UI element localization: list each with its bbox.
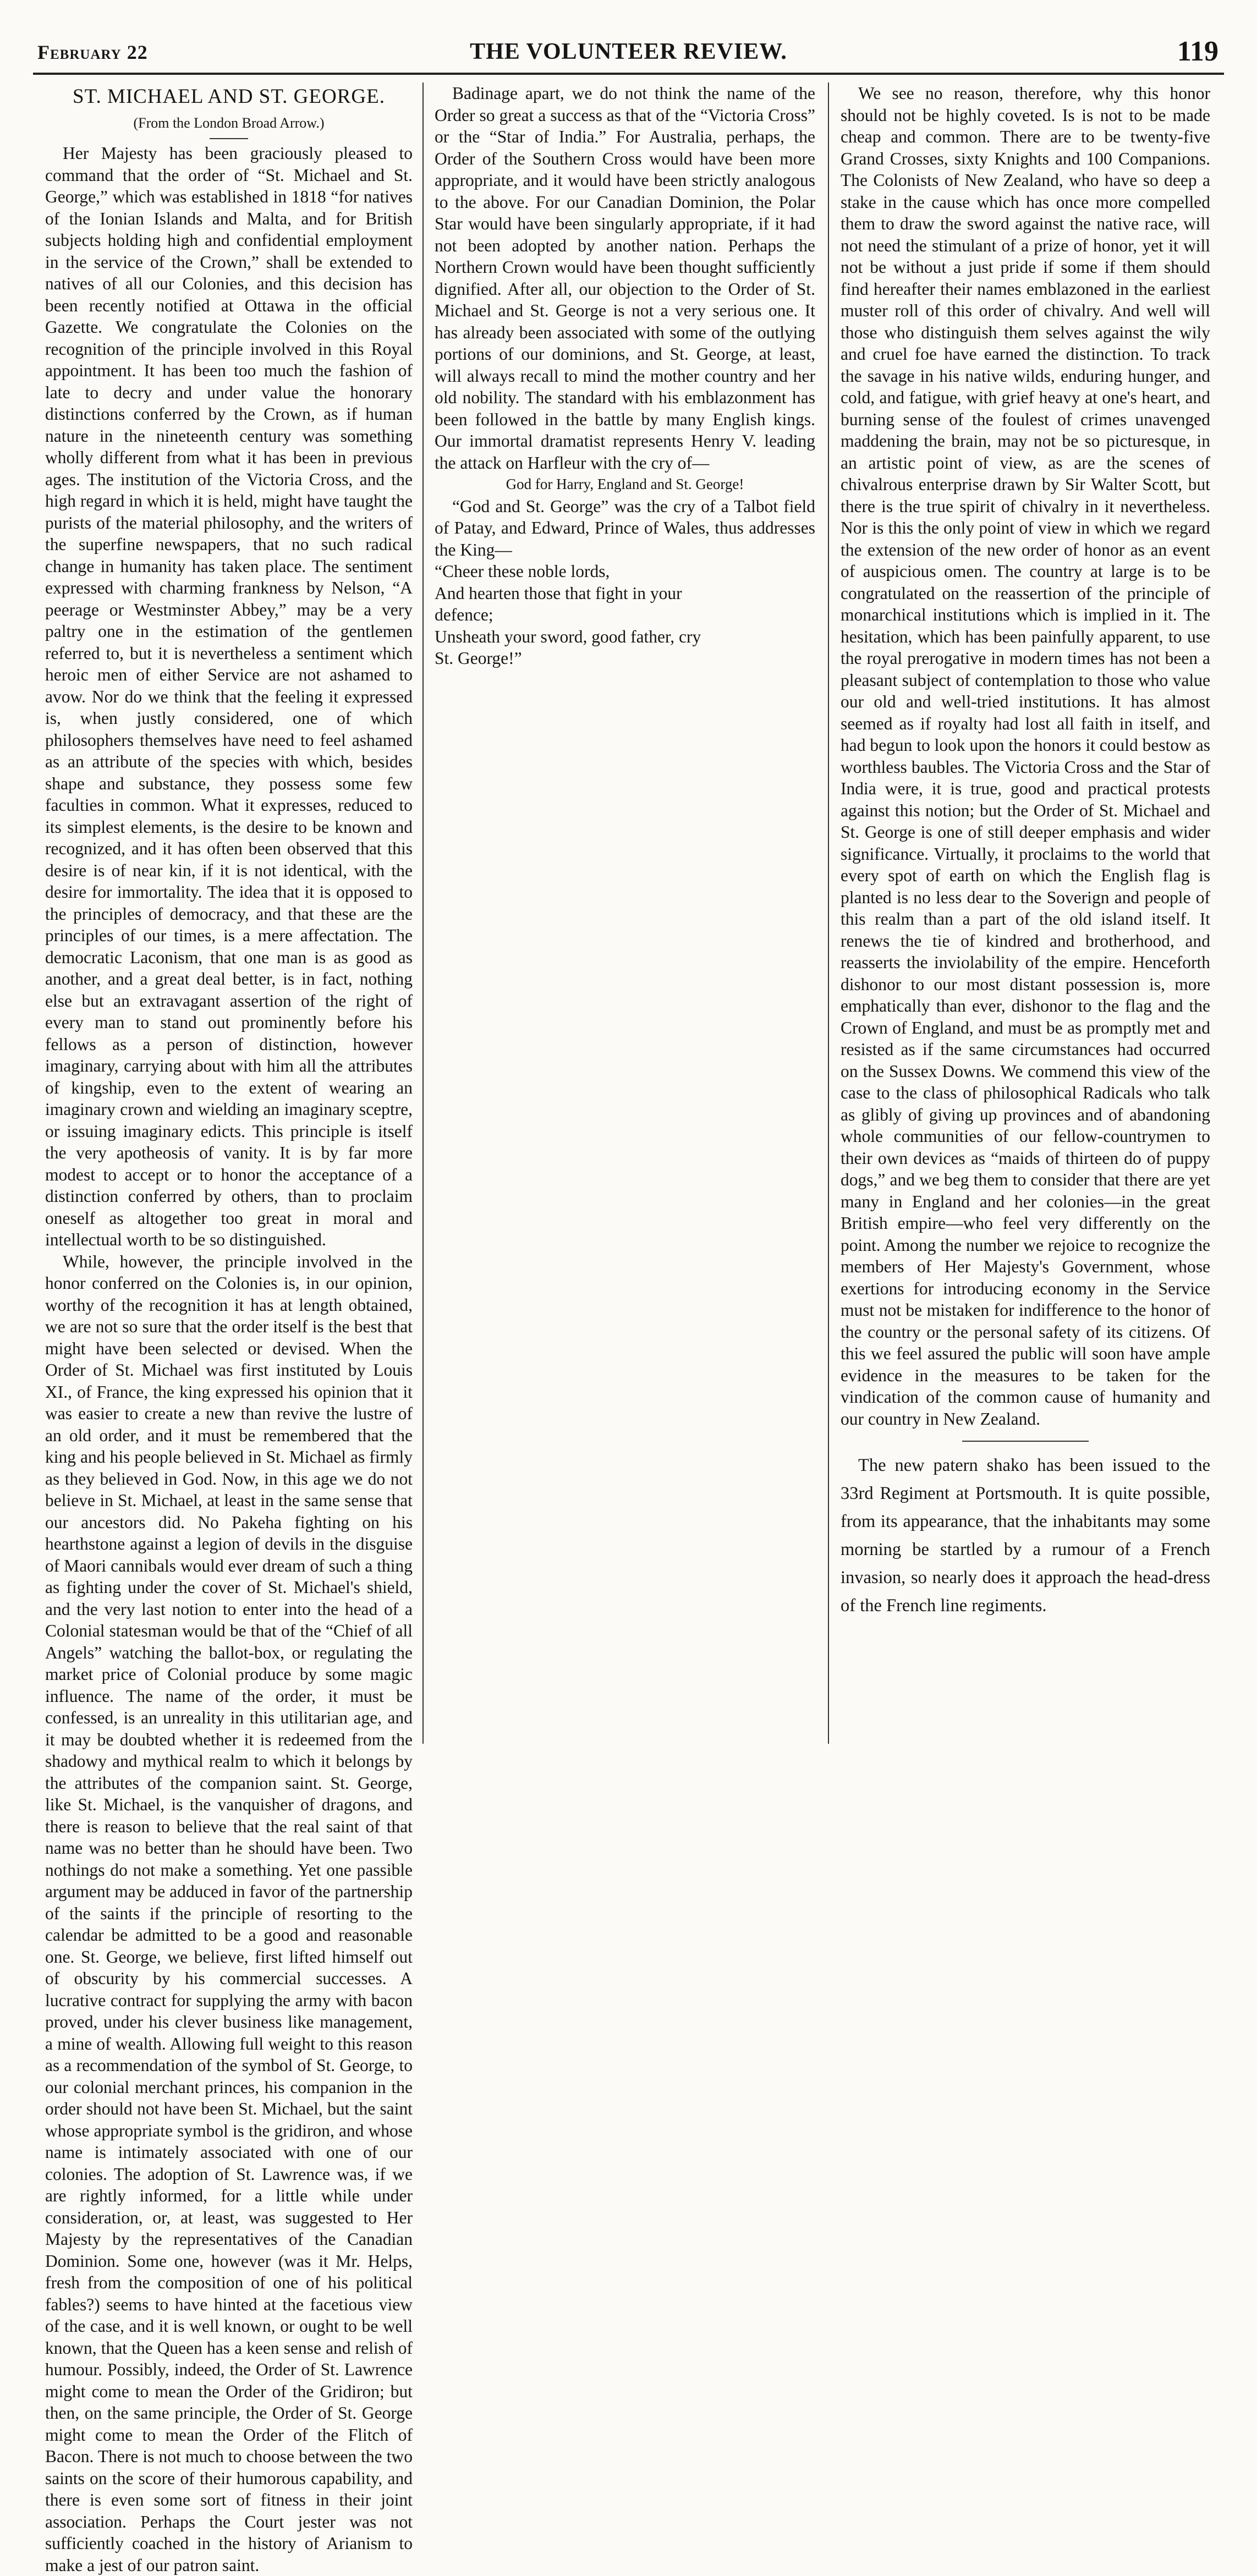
header-rule [33,73,1224,75]
article-paragraph: “God and St. George” was the cry of a Talbot field of Patay, and Edward, Prince of Wales, thus addresses the King— [435,496,815,561]
page-number: 119 [1177,35,1218,68]
article-paragraph: We see no reason, therefore, why this honor should not be highly coveted. Is is not to be made cheap and common. There are to be twenty-five Grand Crosses, sixty Knights and 100 Companions. The Colonists of New Zealand, who have so deep a stake in the cause which has once more compelled them to draw the sword against the native race, will not need the stimulant of a prize of honor, yet it will not be without a just pride if some if them should find hereafter their names emblazoned in the earliest muster roll of this order of chivalry. And well will those who distinguish them selves against the wily and cruel foe have earned the distinction. To track the savage in his native wilds, enduring hunger, and cold, and fatigue, with grief heavy at one's heart, and burning sense of the foulest of crimes unavenged maddening the brain, may not be so picturesque, in an artistic point of view, as are the scenes of chivalrous enterprise drawn by Sir Walter Scott, but there is the true spirit of chivalry in it nevertheless. Nor is this the only point of view in which we regard the extension of the new order of honor as an event of auspicious omen. The country at large is to be congratulated on the reassertion of the principle of monarchical institutions which is implied in it. The hesitation, which has been painfully apparent, to use the royal prerogative in modern times has not been a pleasant subject of contemplation to those who value our old and well-tried institutions. It has almost seemed as if royalty had lost all faith in itself, and had begun to look upon the honors it could bestow as worthless baubles. The Victoria Cross and the Star of India were, it is true, good and practical protests against this notion; but the Order of St. Michael and St. George is one of still deeper emphasis and wider significance. Virtually, it proclaims to the world that every spot of earth on which the English flag is planted is no less dear to the Soverign and people of this realm than a part of the old island itself. It renews the tie of kindred and brotherhood, and reasserts the inviolability of the empire. Henceforth dishonor to our most distant possession is, more emphatically than ever, dishonor to the flag and the Crown of England, and must be as promptly met and resisted as if the same circumstances had occurred on the Sussex Downs. We commend this view of the case to the class of philosophical Radicals who talk as glibly of giving up provinces and of abandoning whole communities of our fellow-countrymen to their own devices as “maids of thirteen do of puppy dogs,” and we beg them to consider that there are yet many in England and her colonies—in the great British empire—who feel very differently on the point. Among the number we rejoice to recognize the members of Her Majesty's Government, whose exertions for introducing economy in the Service must not be mistaken for indifference to the honor of the country or the personal safety of its citizens. Of this we feel assured the public will soon have ample evidence in the measures to be taken for the vindication of the common cause of humanity and our country in New Zealand. [841,83,1210,1430]
column-2 [435,83,815,1766]
section-rule [962,1441,1089,1442]
column-divider [828,83,829,1744]
article-title: ST. MICHAEL AND ST. GEORGE. [45,86,413,108]
article-paragraph: While, however, the principle involved in the honor conferred on the Colonies is, in our opinion, worthy of the recognition it has at length obtained, we are not so sure that the order itself is the best that might have been selected or devised. When the Order of St. Michael was first instituted by Louis XI., of France, the king expressed his opinion that it was easier to create a new than revive the lustre of an old order, and it must be remembered that the king and his people believed in St. Michael as firmly as they believed in God. Now, in this age we do not believe in St. Michael, at least in the same sense that our ancestors did. No Pakeha fighting on his hearthstone against a legion of devils in the disguise of Maori cannibals would ever dream of such a thing as fighting under the cover of St. Michael's shield, and the very last notion to enter into the head of a Colonial statesman would be that of the “Chief of all Angels” watching the ballot-box, or regulating the market price of Colonial produce by some magic influence. The name of the order, it must be confessed, is an unreality in this utilitarian age, and it may be doubted whether it is redeemed from the shadowy and mythical realm to which it belongs by the attributes of the companion saint. St. George, like St. Michael, is the vanquisher of dragons, and there is reason to believe that the real saint of that name was no better than he should have been. Two nothings do not make a something. Yet one passible argument may be adduced in favor of the partnership of the saints if the principle of resorting to the calendar be admitted to be a good and reasonable one. St. George, we believe, first lifted himself out of obscurity by his commercial successes. A lucrative contract for supplying the army with bacon proved, under his clever business like management, a mine of wealth. Allowing full weight to this reason as a recommendation of the symbol of St. George, to our colonial merchant princes, his companion in the order should not have been St. Michael, but the saint whose appropriate symbol is the gridiron, and whose name is intimately associated with one of our colonies. The adoption of St. Lawrence was, if we are rightly informed, for a little while under consideration, or, at least, was suggested to Her Majesty by the representatives of the Canadian Dominion. Some one, however (was it Mr. Helps, fresh from the composition of one of his political fables?) seems to have hinted at the facetious view of the case, and it is well known, or ought to be well known, that the Queen has a keen sense and relish of humour. Possibly, indeed, the Order of St. Lawrence might come to mean the Order of the Gridiron; but then, on the same principle, the Order of St. George might come to mean the Order of the Flitch of Bacon. There is not much to choose between the two saints on the score of their humorous capability, and there is even some sort of fitness in their joint association. Perhaps the Court jester was not sufficiently coached in the history of Arianism to make a jest of our patron saint. [45,1251,413,2576]
header-title: THE VOLUNTEER REVIEW. [33,39,1224,65]
column-3 [841,83,1210,1766]
verse-line: Unsheath your sword, good father, cry [435,626,815,648]
article-paragraph: Her Majesty has been graciously pleased to command that the order of “St. Michael and St. George,” which was established in 1818 “for natives of the Ionian Islands and Malta, and for British subjects holding high and confidential employment in the service of the Crown,” shall be extended to natives of all our Colonies, and this decision has been recently notified at Ottawa in the official Gazette. We congratulate the Colonies on the recognition of the principle involved in this Royal appointment. It has been too much the fashion of late to decry and under value the honorary distinctions conferred by the Crown, as if human nature in the nineteenth century was something wholly different from what it has been in previous ages. The institution of the Victoria Cross, and the high regard in which it is held, might have taught the purists of the material philosophy, and the writers of the superfine newspapers, that no such radical change in humanity has taken place. The sentiment expressed with charming frankness by Nelson, “A peerage or Westminster Abbey,” may be a very paltry one in the estimation of the gentlemen referred to, but it is nevertheless a sentiment which heroic men of either Service are not ashamed to avow. Nor do we think that the feeling it expressed is, when justly considered, one of which philosophers themselves have need to feel ashamed as an attribute of the species with which, besides shape and substance, they possess some few faculties in common. What it expresses, reduced to its simplest elements, is the desire to be known and recognized, and it has often been observed that this desire is of near kin, if it is not identical, with the desire for immortality. The idea that it is opposed to the principles of democracy, and that these are the principles of our times, is a mere affectation. The democratic Laconism, that one man is as good as another, and a great deal better, is in fact, nothing else but an extravagant assertion of the right of every man to stand out prominently before his fellows as a person of distinction, however imaginary, carrying about with him all the attributes of kingship, even to the extent of wearing an imaginary crown and wielding an imaginary sceptre, or issuing imaginary edicts. This principle is itself the very apotheosis of vanity. It is by far more modest to accept or to honor the acceptance of a distinction conferred by others, than to proclaim oneself as altogether too great in moral and intellectual worth to be so distinguished. [45,142,413,1251]
verse-line: “Cheer these noble lords, [435,561,815,583]
verse-line: St. George!” [435,647,815,669]
verse-line: defence; [435,604,815,626]
header-date: February 22 [37,41,148,64]
quoted-cry: God for Harry, England and St. George! [435,474,815,496]
note-paragraph: The new patern shako has been issued to the 33rd Regiment at Portsmouth. It is quite possible, from its appearance, that the inhabitants may some morning be startled by a rumour of a French invasion, so nearly does it approach the head-dress of the French line regiments. [841,1452,1210,1620]
column-divider [422,83,424,1744]
verse-line: And hearten those that fight in your [435,583,815,605]
title-rule [210,138,248,139]
column-1 [45,83,413,1766]
article-source: (From the London Broad Arrow.) [45,112,413,134]
running-header [33,29,1224,70]
news-note [841,1452,1210,1620]
article-paragraph: Badinage apart, we do not think the name of the Order so great a success as that of the “Victoria Cross” or the “Star of India.” For Australia, perhaps, the Order of the Southern Cross would have been more appropriate, and it would have been strictly analogous to the above. For our Canadian Dominion, the Polar Star would have been singularly appropriate, if it had not been adopted by another nation. Perhaps the Northern Crown would have been thought sufficiently dignified. After all, our objection to the Order of St. Michael and St. George is not a very serious one. It has already been associated with some of the outlying portions of our dominions, and St. George, at least, will always recall to mind the mother country and her old nobility. The standard with his emblazonment has been followed in the battle by many English kings. Our immortal dramatist represents Henry V. leading the attack on Harfleur with the cry of— [435,83,815,474]
